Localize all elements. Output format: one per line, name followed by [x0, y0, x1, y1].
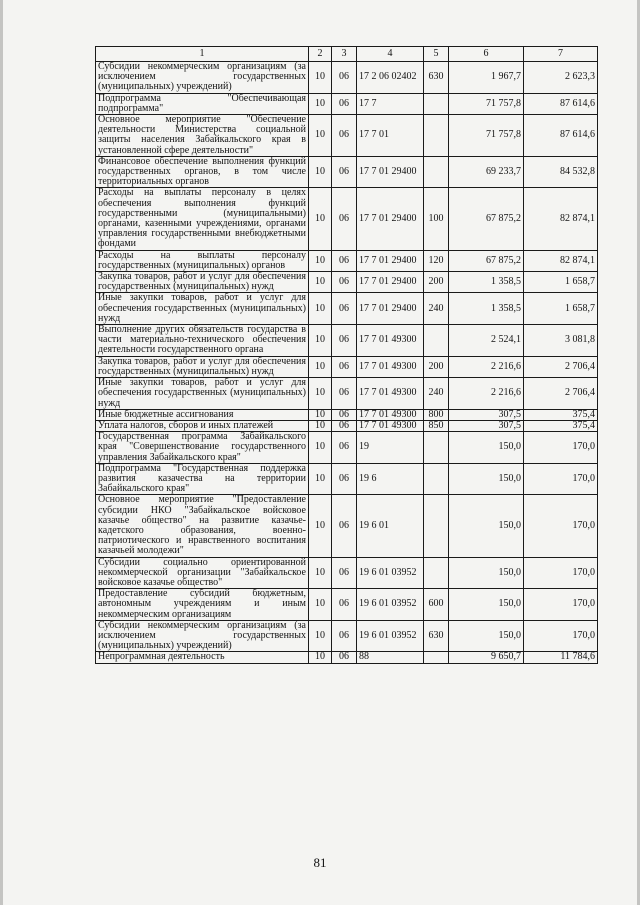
subsection-code-cell: 06 [332, 557, 357, 589]
table-row [96, 156, 598, 188]
section-code-cell: 10 [309, 293, 332, 325]
budget-table [95, 46, 598, 664]
amount-year2-cell: 87 614,6 [524, 115, 598, 157]
header-row [96, 47, 598, 62]
target-article-cell: 19 6 [357, 463, 424, 495]
target-article-cell: 17 7 01 [357, 115, 424, 157]
row-name-cell: Расходы на выплаты персоналу государственных (муниципальных) органов [96, 250, 309, 271]
expense-type-cell: 120 [424, 250, 449, 271]
amount-year2-cell: 170,0 [524, 620, 598, 652]
section-code-cell: 10 [309, 620, 332, 652]
section-code-cell: 10 [309, 272, 332, 293]
target-article-cell: 17 7 01 49300 [357, 409, 424, 420]
row-name-cell: Непрограммная деятельность [96, 652, 309, 663]
target-article-cell: 17 7 01 29400 [357, 156, 424, 188]
target-article-cell: 17 7 01 29400 [357, 188, 424, 250]
table-row [96, 378, 598, 410]
table-header [96, 47, 598, 62]
row-name-cell: Основное мероприятие "Обеспечение деятельности Министерства социальной защиты населения Забайкальского края в установленной сфере деятельности" [96, 115, 309, 157]
subsection-code-cell: 06 [332, 250, 357, 271]
table-row [96, 557, 598, 589]
column-header-1: 1 [96, 47, 309, 62]
section-code-cell: 10 [309, 463, 332, 495]
row-name-cell: Иные закупки товаров, работ и услуг для обеспечения государственных (муниципальных) нужд [96, 293, 309, 325]
subsection-code-cell: 06 [332, 432, 357, 464]
amount-year1-cell: 150,0 [449, 463, 524, 495]
amount-year2-cell: 84 532,8 [524, 156, 598, 188]
section-code-cell: 10 [309, 378, 332, 410]
amount-year1-cell: 150,0 [449, 495, 524, 557]
subsection-code-cell: 06 [332, 293, 357, 325]
subsection-code-cell: 06 [332, 409, 357, 420]
table-body [96, 62, 598, 664]
amount-year1-cell: 1 358,5 [449, 293, 524, 325]
table-row [96, 293, 598, 325]
expense-type-cell [424, 495, 449, 557]
expense-type-cell: 630 [424, 62, 449, 94]
amount-year2-cell: 87 614,6 [524, 93, 598, 114]
expense-type-cell: 200 [424, 272, 449, 293]
expense-type-cell: 240 [424, 378, 449, 410]
subsection-code-cell: 06 [332, 115, 357, 157]
row-name-cell: Иные бюджетные ассигнования [96, 409, 309, 420]
section-code-cell: 10 [309, 495, 332, 557]
section-code-cell: 10 [309, 420, 332, 431]
column-header-4: 4 [357, 47, 424, 62]
target-article-cell: 17 7 [357, 93, 424, 114]
target-article-cell: 19 6 01 03952 [357, 557, 424, 589]
subsection-code-cell: 06 [332, 378, 357, 410]
table-row [96, 356, 598, 377]
amount-year2-cell: 375,4 [524, 420, 598, 431]
expense-type-cell: 240 [424, 293, 449, 325]
row-name-cell: Финансовое обеспечение выполнения функций государственных органов, в том числе территориальных органов [96, 156, 309, 188]
section-code-cell: 10 [309, 409, 332, 420]
target-article-cell: 19 [357, 432, 424, 464]
amount-year1-cell: 2 216,6 [449, 378, 524, 410]
target-article-cell: 19 6 01 03952 [357, 620, 424, 652]
amount-year2-cell: 2 706,4 [524, 356, 598, 377]
target-article-cell: 17 7 01 29400 [357, 293, 424, 325]
table-row [96, 62, 598, 94]
table-row [96, 620, 598, 652]
row-name-cell: Государственная программа Забайкальского края "Совершенствование государственного управления Забайкальского края" [96, 432, 309, 464]
amount-year2-cell: 170,0 [524, 557, 598, 589]
row-name-cell: Предоставление субсидий бюджетным, автономным учреждениям и иным некоммерческим организациям [96, 589, 309, 621]
subsection-code-cell: 06 [332, 495, 357, 557]
subsection-code-cell: 06 [332, 325, 357, 357]
amount-year1-cell: 71 757,8 [449, 93, 524, 114]
row-name-cell: Уплата налогов, сборов и иных платежей [96, 420, 309, 431]
amount-year2-cell: 11 784,6 [524, 652, 598, 663]
section-code-cell: 10 [309, 557, 332, 589]
amount-year2-cell: 2 706,4 [524, 378, 598, 410]
amount-year2-cell: 82 874,1 [524, 188, 598, 250]
subsection-code-cell: 06 [332, 420, 357, 431]
row-name-cell: Иные закупки товаров, работ и услуг для обеспечения государственных (муниципальных) нужд [96, 378, 309, 410]
table-row [96, 652, 598, 663]
subsection-code-cell: 06 [332, 652, 357, 663]
target-article-cell: 88 [357, 652, 424, 663]
amount-year2-cell: 170,0 [524, 495, 598, 557]
expense-type-cell [424, 463, 449, 495]
row-name-cell: Расходы на выплаты персоналу в целях обеспечения выполнения функций государственными (муниципальными) органами, казенными учреждениями, органами управления государственными внебюджетными фондами [96, 188, 309, 250]
section-code-cell: 10 [309, 250, 332, 271]
amount-year1-cell: 71 757,8 [449, 115, 524, 157]
amount-year1-cell: 150,0 [449, 432, 524, 464]
target-article-cell: 19 6 01 03952 [357, 589, 424, 621]
amount-year1-cell: 1 967,7 [449, 62, 524, 94]
table-row [96, 420, 598, 431]
expense-type-cell: 100 [424, 188, 449, 250]
row-name-cell: Субсидии социально ориентированной некоммерческой организации "Забайкальское войсковое казачье общество" [96, 557, 309, 589]
table-row [96, 188, 598, 250]
target-article-cell: 17 7 01 29400 [357, 250, 424, 271]
subsection-code-cell: 06 [332, 463, 357, 495]
table-row [96, 463, 598, 495]
expense-type-cell: 200 [424, 356, 449, 377]
expense-type-cell: 600 [424, 589, 449, 621]
subsection-code-cell: 06 [332, 589, 357, 621]
amount-year1-cell: 307,5 [449, 420, 524, 431]
subsection-code-cell: 06 [332, 356, 357, 377]
row-name-cell: Подпрограмма "Обеспечивающая подпрограмма" [96, 93, 309, 114]
row-name-cell: Подпрограмма "Государственная поддержка развития казачества на территории Забайкальского края" [96, 463, 309, 495]
expense-type-cell [424, 93, 449, 114]
column-header-6: 6 [449, 47, 524, 62]
subsection-code-cell: 06 [332, 93, 357, 114]
row-name-cell: Основное мероприятие "Предоставление субсидии НКО "Забайкальское войсковое казачье общество" на развитие казачье-кадетского образования, военно-патриотического и нравственного воспитания казачьей молодежи" [96, 495, 309, 557]
expense-type-cell [424, 156, 449, 188]
expense-type-cell [424, 432, 449, 464]
section-code-cell: 10 [309, 356, 332, 377]
column-header-7: 7 [524, 47, 598, 62]
target-article-cell: 19 6 01 [357, 495, 424, 557]
section-code-cell: 10 [309, 188, 332, 250]
expense-type-cell: 850 [424, 420, 449, 431]
section-code-cell: 10 [309, 652, 332, 663]
amount-year2-cell: 3 081,8 [524, 325, 598, 357]
target-article-cell: 17 7 01 29400 [357, 272, 424, 293]
target-article-cell: 17 7 01 49300 [357, 420, 424, 431]
amount-year1-cell: 1 358,5 [449, 272, 524, 293]
section-code-cell: 10 [309, 589, 332, 621]
target-article-cell: 17 7 01 49300 [357, 356, 424, 377]
expense-type-cell: 800 [424, 409, 449, 420]
subsection-code-cell: 06 [332, 62, 357, 94]
subsection-code-cell: 06 [332, 188, 357, 250]
table-row [96, 272, 598, 293]
amount-year2-cell: 170,0 [524, 589, 598, 621]
section-code-cell: 10 [309, 156, 332, 188]
amount-year1-cell: 150,0 [449, 557, 524, 589]
amount-year1-cell: 307,5 [449, 409, 524, 420]
section-code-cell: 10 [309, 62, 332, 94]
expense-type-cell [424, 325, 449, 357]
column-header-5: 5 [424, 47, 449, 62]
target-article-cell: 17 7 01 49300 [357, 325, 424, 357]
page-number: 81 [313, 855, 327, 870]
table-row [96, 93, 598, 114]
row-name-cell: Субсидии некоммерческим организациям (за исключением государственных (муниципальных) учреждений) [96, 620, 309, 652]
subsection-code-cell: 06 [332, 156, 357, 188]
amount-year1-cell: 150,0 [449, 589, 524, 621]
amount-year2-cell: 170,0 [524, 463, 598, 495]
expense-type-cell [424, 652, 449, 663]
target-article-cell: 17 7 01 49300 [357, 378, 424, 410]
amount-year1-cell: 2 524,1 [449, 325, 524, 357]
section-code-cell: 10 [309, 93, 332, 114]
amount-year2-cell: 1 658,7 [524, 293, 598, 325]
table-row [96, 495, 598, 557]
section-code-cell: 10 [309, 325, 332, 357]
table-row [96, 250, 598, 271]
row-name-cell: Закупка товаров, работ и услуг для обеспечения государственных (муниципальных) нужд [96, 272, 309, 293]
amount-year1-cell: 67 875,2 [449, 188, 524, 250]
amount-year1-cell: 9 650,7 [449, 652, 524, 663]
row-name-cell: Субсидии некоммерческим организациям (за исключением государственных (муниципальных) учреждений) [96, 62, 309, 94]
row-name-cell: Выполнение других обязательств государства в части материально-технического обеспечения деятельности государственного органа [96, 325, 309, 357]
table-row [96, 409, 598, 420]
column-header-3: 3 [332, 47, 357, 62]
expense-type-cell [424, 115, 449, 157]
amount-year2-cell: 170,0 [524, 432, 598, 464]
table-row [96, 589, 598, 621]
subsection-code-cell: 06 [332, 620, 357, 652]
subsection-code-cell: 06 [332, 272, 357, 293]
target-article-cell: 17 2 06 02402 [357, 62, 424, 94]
amount-year2-cell: 1 658,7 [524, 272, 598, 293]
section-code-cell: 10 [309, 115, 332, 157]
section-code-cell: 10 [309, 432, 332, 464]
amount-year1-cell: 67 875,2 [449, 250, 524, 271]
column-header-2: 2 [309, 47, 332, 62]
amount-year1-cell: 150,0 [449, 620, 524, 652]
expense-type-cell [424, 557, 449, 589]
amount-year1-cell: 2 216,6 [449, 356, 524, 377]
amount-year2-cell: 375,4 [524, 409, 598, 420]
table-row [96, 115, 598, 157]
table-row [96, 325, 598, 357]
row-name-cell: Закупка товаров, работ и услуг для обеспечения государственных (муниципальных) нужд [96, 356, 309, 377]
table-row [96, 432, 598, 464]
amount-year2-cell: 82 874,1 [524, 250, 598, 271]
amount-year1-cell: 69 233,7 [449, 156, 524, 188]
amount-year2-cell: 2 623,3 [524, 62, 598, 94]
expense-type-cell: 630 [424, 620, 449, 652]
